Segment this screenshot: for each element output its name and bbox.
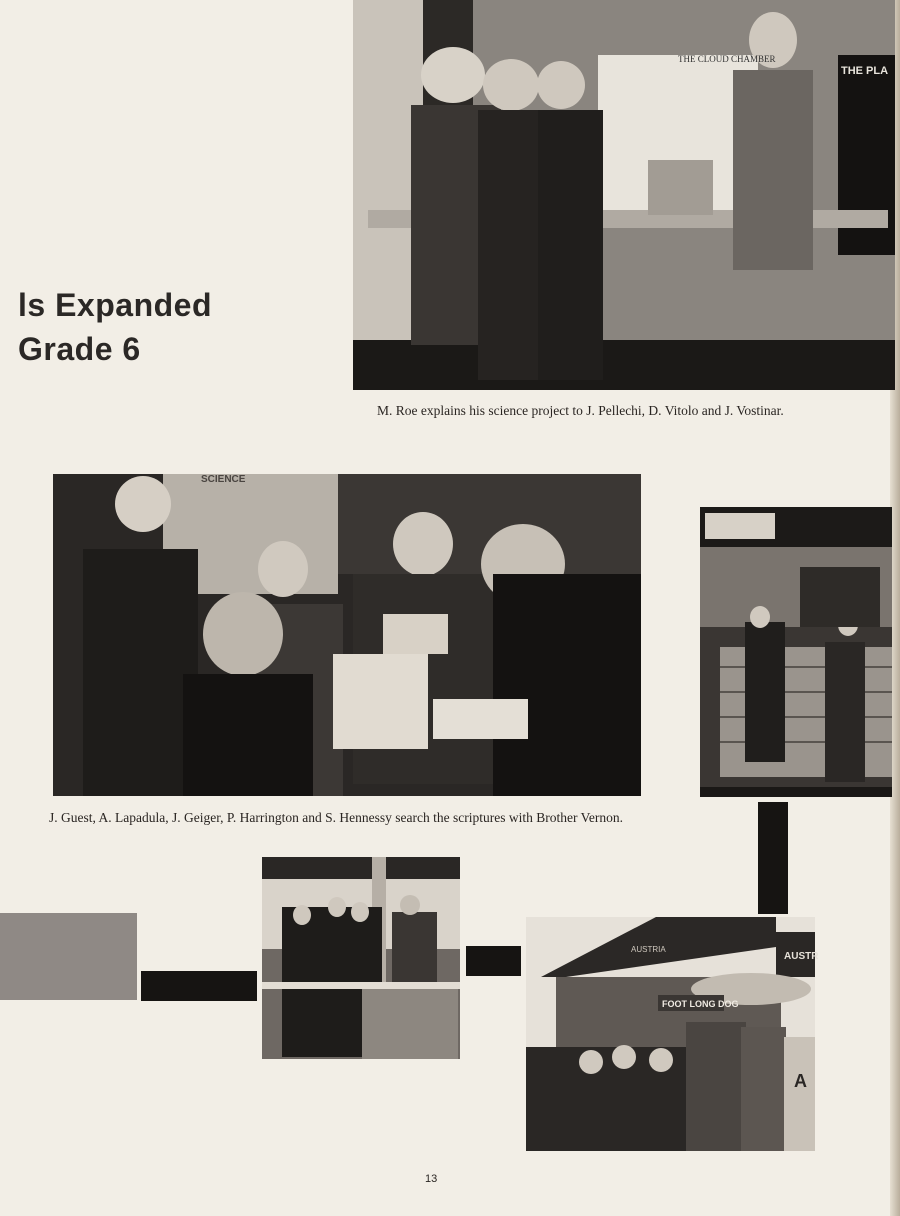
- heading-line-1: ls Expanded: [18, 287, 212, 323]
- austr-sign: AUSTR: [784, 951, 819, 962]
- footlong-sign: FOOT LONG DOG: [662, 999, 739, 1009]
- letter-a-sign: A: [794, 1071, 807, 1091]
- science-sign: SCIENCE: [201, 474, 246, 485]
- austria-pavilion-photo: [526, 917, 819, 1151]
- page-number: 13: [425, 1173, 438, 1185]
- decorative-block-vertical: [758, 802, 788, 914]
- section-heading: [18, 283, 212, 371]
- science-project-photo: [353, 0, 895, 390]
- stairs-photo: [700, 507, 892, 797]
- science-project-caption: M. Roe explains his science project to J. Pellechi, D. Vitolo and J. Vostinar.: [377, 403, 784, 418]
- austria-sign: AUSTRIA: [631, 945, 666, 954]
- cloud-chamber-sign: THE CLOUD CHAMBER: [678, 54, 776, 64]
- decorative-block-gray: [0, 913, 137, 1000]
- the-plan-sign: THE PLA: [841, 65, 889, 77]
- scriptures-photo: [53, 474, 641, 796]
- railing-photo: [262, 857, 460, 1059]
- heading-line-2: Grade 6: [18, 331, 141, 367]
- scriptures-caption: J. Guest, A. Lapadula, J. Geiger, P. Harrington and S. Hennessy search the scriptures with Brother Vernon.: [49, 810, 623, 825]
- decorative-block-left: [141, 971, 257, 1001]
- decorative-block-middle: [466, 946, 521, 976]
